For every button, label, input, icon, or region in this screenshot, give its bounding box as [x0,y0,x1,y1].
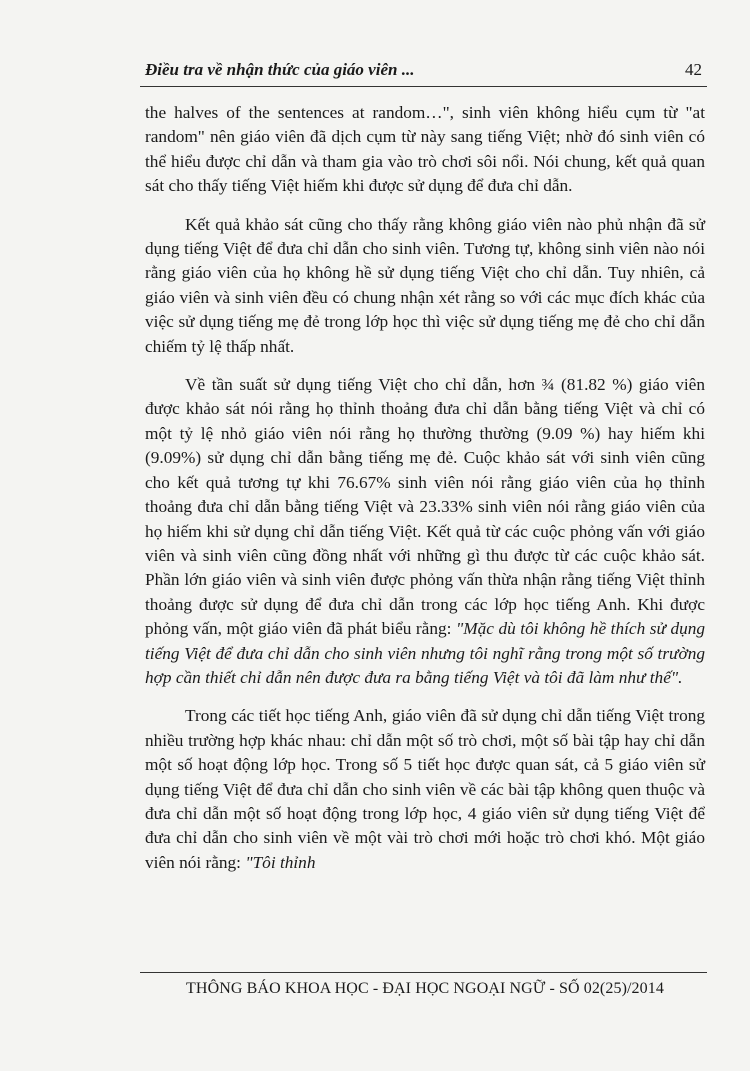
paragraph [145,213,705,359]
header-divider [140,86,707,87]
running-header-title: Điều tra về nhận thức của giáo viên ... [145,60,415,79]
paragraph [145,373,705,690]
paragraph-text: Trong các tiết học tiếng Anh, giáo viên đã sử dụng chỉ dẫn tiếng Việt trong nhiều trường hợp khác nhau: chỉ dẫn một số trò chơi, một số bài tập hay chỉ dẫn một số hoạt động lớp học. Trong số 5 tiết học được quan sát, cả 5 giáo viên sử dụng tiếng Việt để đưa chỉ dẫn cho sinh viên về các bài tập không quen thuộc và đưa chỉ dẫn một số hoạt động trong lớp học, 4 giáo viên sử dụng tiếng Việt để đưa chỉ dẫn cho sinh viên về một vài trò chơi mới hoặc trò chơi khó. Một giáo viên nói rằng: [145,706,705,872]
page-number: 42 [685,60,702,79]
body-text [145,101,705,889]
quotation-text: "Mặc dù tôi không hề thích sử dụng tiếng Việt để đưa chỉ dẫn cho sinh viên nhưng tôi nghĩ rằng trong một số trường hợp cần thiết chỉ dẫn nên được đưa ra bằng tiếng Việt và tôi đã làm như thế". [145,619,706,687]
footer-divider [140,972,707,973]
journal-footer: THÔNG BÁO KHOA HỌC - ĐẠI HỌC NGOẠI NGỮ - SỐ 02(25)/2014 [186,980,664,997]
paragraph [145,704,705,875]
paragraph-text: Về tần suất sử dụng tiếng Việt cho chỉ dẫn, hơn ¾ (81.82 %) giáo viên được khảo sát nói rằng họ thỉnh thoảng đưa chỉ dẫn bằng tiếng Việt và chỉ có một tỷ lệ nhỏ giáo viên nói rằng họ thường thường (9.09 %) hay hiếm khi (9.09%) sử dụng chỉ dẫn bằng tiếng mẹ đẻ. Cuộc khảo sát với sinh viên cũng cho kết quả tương tự khi 76.67% sinh viên nói rằng giáo viên của họ thỉnh thoảng đưa chỉ dẫn bằng tiếng Việt và 23.33% sinh viên nói rằng giáo viên của họ hiếm khi sử dụng chỉ dẫn tiếng Việt. Kết quả từ các cuộc phỏng vấn với giáo viên và sinh viên cũng đồng nhất với những gì thu được từ các cuộc khảo sát. Phần lớn giáo viên và sinh viên được phỏng vấn thừa nhận rằng tiếng Việt thỉnh thoảng được sử dụng để đưa chỉ dẫn trong các lớp học tiếng Anh. Khi được phỏng vấn, một giáo viên đã phát biểu rằng: [145,375,705,639]
paragraph-text: the halves of the sentences at random…", sinh viên không hiểu cụm từ "at random" nên giáo viên đã dịch cụm từ này sang tiếng Việt; nhờ đó sinh viên có thể hiểu được chỉ dẫn và tham gia vào trò chơi sôi nổi. Nói chung, kết quả quan sát cho thấy tiếng Việt hiếm khi được sử dụng để đưa chỉ dẫn. [145,103,705,196]
paragraph-text: Kết quả khảo sát cũng cho thấy rằng không giáo viên nào phủ nhận đã sử dụng tiếng Việt để đưa chỉ dẫn cho sinh viên. Tương tự, không sinh viên nào nói rằng giáo viên của họ không hề sử dụng tiếng Việt cho chỉ dẫn. Tuy nhiên, cả giáo viên và sinh viên đều có chung nhận xét rằng so với các mục đích khác của việc sử dụng tiếng mẹ đẻ trong lớp học thì việc sử dụng tiếng mẹ đẻ cho chỉ dẫn chiếm tỷ lệ thấp nhất. [145,214,705,356]
paragraph [145,101,705,199]
quotation-text: "Tôi thỉnh [245,852,316,872]
